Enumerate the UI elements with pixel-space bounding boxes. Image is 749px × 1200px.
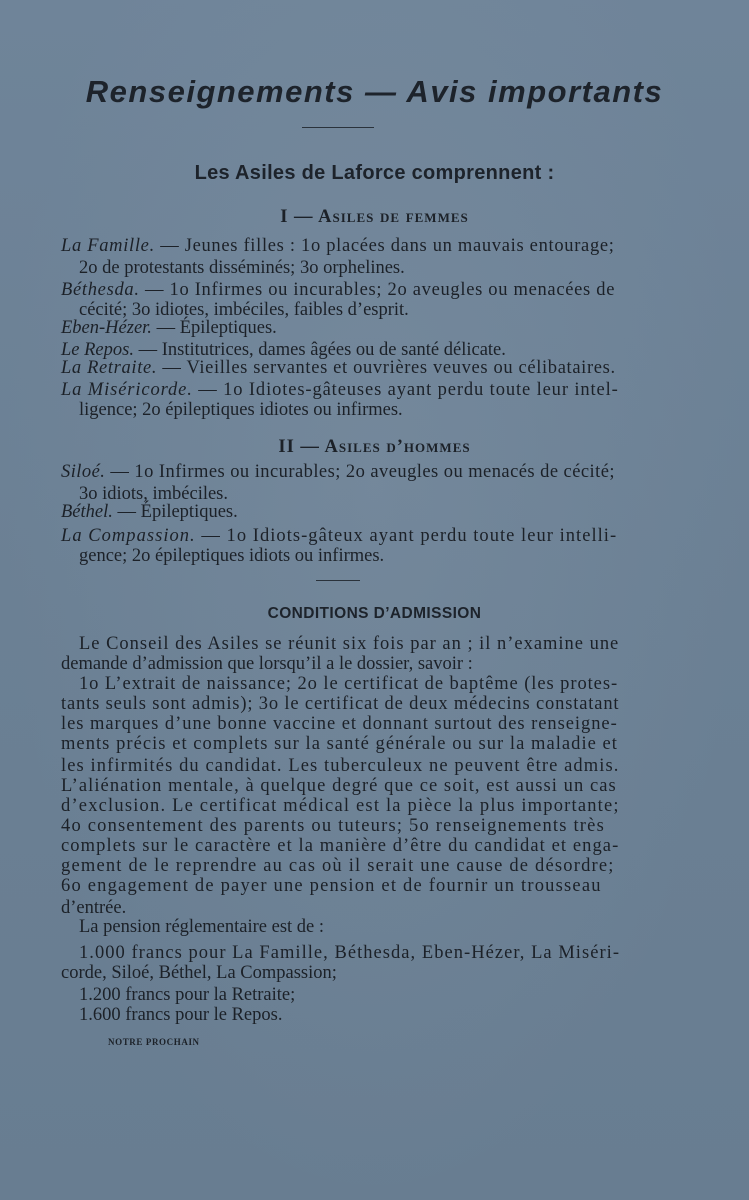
institution-name: Béthesda. xyxy=(61,280,140,300)
pension-line: corde, Siloé, Béthel, La Compassion; xyxy=(61,963,337,983)
institution-name: La Famille. xyxy=(61,236,155,256)
title-divider xyxy=(302,127,374,128)
femmes-line xyxy=(61,380,619,400)
conditions-line: complets sur le caractère et la manière d’être du candidat et enga- xyxy=(61,836,620,856)
institution-name: Béthel. xyxy=(61,502,113,522)
conditions-line: les marques d’une bonne vaccine et donnant surtout des renseigne- xyxy=(61,714,618,734)
conditions-heading: CONDITIONS D’ADMISSION xyxy=(267,605,482,622)
main-heading: Les Asiles de Laforce comprennent : xyxy=(194,162,555,184)
entry-text: — Épileptiques. xyxy=(112,502,238,522)
entry-text: — Jeunes filles : 1o placées dans un mauvais entourage; xyxy=(154,236,615,256)
footer-text: NOTRE PROCHAIN xyxy=(108,1037,200,1047)
pension-line: 1.000 francs pour La Famille, Béthesda, Eben-Hézer, La Miséri- xyxy=(79,943,621,963)
conditions-line: 4o consentement des parents ou tuteurs; 5o renseignements très xyxy=(61,816,605,836)
hommes-line xyxy=(79,484,228,504)
pension-line: 1.200 francs pour la Retraite; xyxy=(79,985,296,1005)
entry-text: — 1o Infirmes ou incurables; 2o aveugles ou menacés de cécité; xyxy=(105,462,615,482)
entry-text: — 1o Infirmes ou incurables; 2o aveugles ou menacées de xyxy=(139,280,616,300)
entry-text: — Épileptiques. xyxy=(151,318,277,338)
conditions-line: ments précis et complets sur la santé générale ou sur la maladie et xyxy=(61,734,618,754)
conditions-line: tants seuls sont admis); 3o le certificat de deux médecins constatant xyxy=(61,694,620,714)
entry-text: 2o de protestants disséminés; 3o orphelines. xyxy=(79,258,405,278)
conditions-line: gement de le reprendre au cas où il serait une cause de désordre; xyxy=(61,856,615,876)
femmes-line xyxy=(61,280,615,300)
institution-name: La Compassion. xyxy=(61,526,196,546)
hommes-line xyxy=(79,546,384,566)
entry-text: gence; 2o épileptiques idiots ou infirmes. xyxy=(79,546,385,566)
femmes-line xyxy=(61,318,277,338)
hommes-line xyxy=(61,502,238,522)
femmes-line xyxy=(79,400,403,420)
conditions-line: d’exclusion. Le certificat médical est la pièce la plus importante; xyxy=(61,796,620,816)
entry-text: 3o idiots, imbéciles. xyxy=(79,484,229,504)
entry-text: — Institutrices, dames âgées ou de santé délicate. xyxy=(133,340,506,360)
institution-name: Le Repos. xyxy=(61,340,134,360)
institution-name: Eben-Hézer. xyxy=(61,318,152,338)
conditions-line: d’entrée. xyxy=(61,898,127,918)
femmes-line xyxy=(61,236,615,256)
conditions-line: Le Conseil des Asiles se réunit six fois par an ; il n’examine une xyxy=(79,634,620,654)
conditions-line: L’aliénation mentale, à quelque degré que ce soit, est aussi un cas xyxy=(61,776,617,796)
entry-text: — 1o Idiots-gâteux ayant perdu toute leur intelli- xyxy=(195,526,618,546)
conditions-line: 6o engagement de payer une pension et de fournir un trousseau xyxy=(61,876,602,896)
femmes-line xyxy=(79,258,405,278)
institution-name: Siloé. xyxy=(61,462,106,482)
institution-name: La Retraite. xyxy=(61,358,158,378)
conditions-line: les infirmités du candidat. Les tuberculeux ne peuvent être admis. xyxy=(61,756,620,776)
pension-line: La pension réglementaire est de : xyxy=(79,917,325,937)
femmes-line xyxy=(61,358,616,378)
institution-name: La Miséricorde. xyxy=(61,380,193,400)
page-title: Renseignements — Avis importants xyxy=(85,74,664,109)
section-divider xyxy=(316,580,360,581)
entry-text: cécité; 3o idiotes, imbéciles, faibles d’esprit. xyxy=(79,300,409,320)
entry-text: ligence; 2o épileptiques idiotes ou infirmes. xyxy=(79,400,403,420)
pension-line: 1.600 francs pour le Repos. xyxy=(79,1005,283,1025)
entry-text: — Vieilles servantes et ouvrières veuves ou célibataires. xyxy=(157,358,616,378)
section-heading-hommes: II — Asiles d’hommes xyxy=(278,437,471,457)
hommes-line xyxy=(61,462,615,482)
section-heading-femmes: I — Asiles de femmes xyxy=(280,207,469,227)
entry-text: — 1o Idiotes-gâteuses ayant perdu toute leur intel- xyxy=(192,380,619,400)
femmes-line xyxy=(61,340,506,360)
femmes-line xyxy=(79,300,409,320)
conditions-line: 1o L’extrait de naissance; 2o le certificat de baptême (les protes- xyxy=(79,674,619,694)
conditions-line: demande d’admission que lorsqu’il a le dossier, savoir : xyxy=(61,654,473,674)
hommes-line xyxy=(61,526,617,546)
